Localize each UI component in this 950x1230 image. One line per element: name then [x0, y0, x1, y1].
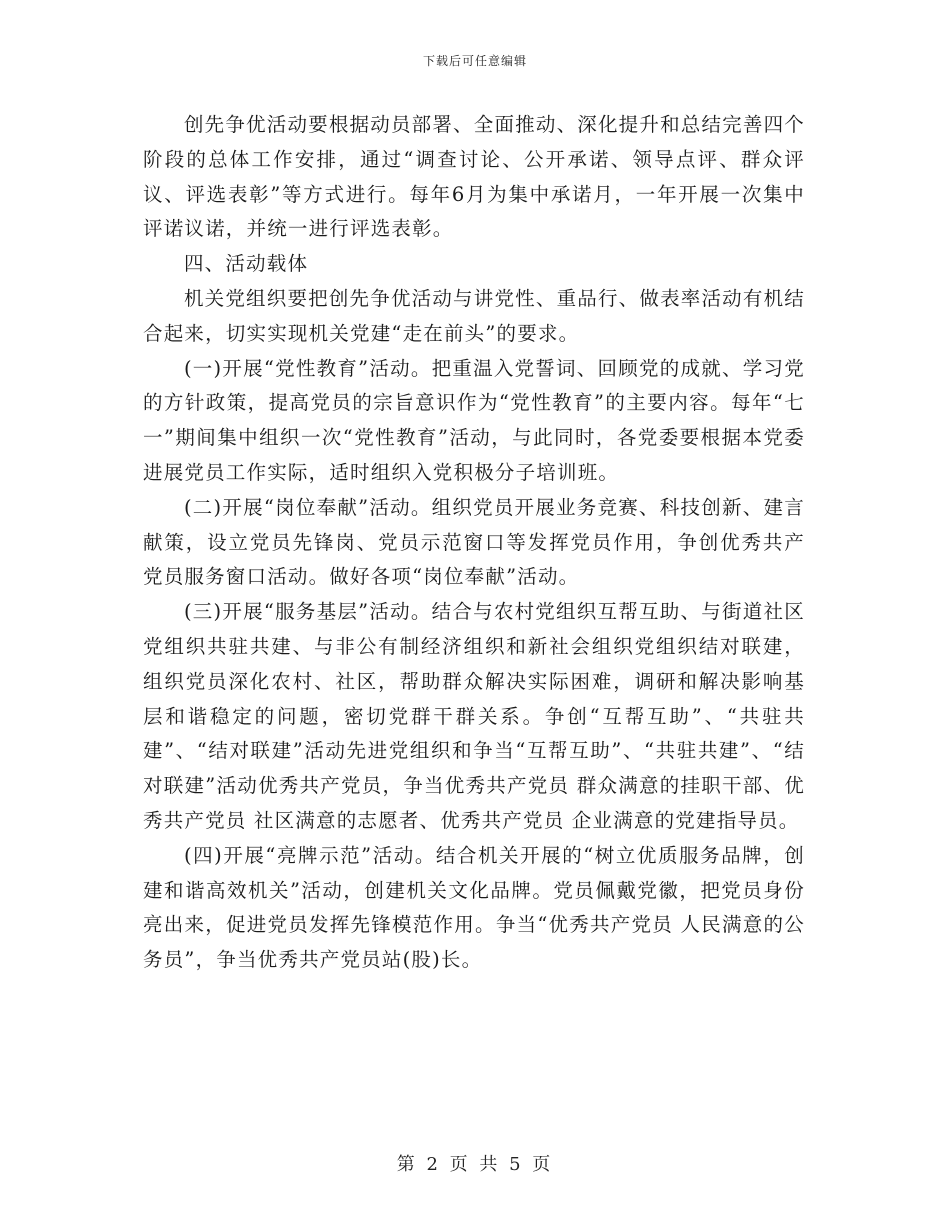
paragraph-activity-stages: 创先争优活动要根据动员部署、全面推动、深化提升和总结完善四个阶段的总体工作安排，通过“调查讨论、公开承诺、领导点评、群众评议、评选表彰”等方式进行。每年6月为集中承诺月，一年开展一次集中评诺议诺，并统一进行评选表彰。 — [143, 113, 805, 241]
page-footer: 第 2 页 共 5 页 — [396, 1154, 554, 1175]
paragraph-carrier-intro: 机关党组织要把创先争优活动与讲党性、重品行、做表率活动有机结合起来，切实实现机关党建“走在前头”的要求。 — [143, 286, 805, 345]
paragraph-badge-demonstration: (四)开展“亮牌示范”活动。结合机关开展的“树立优质服务品牌，创建和谐高效机关”活动，创建机关文化品牌。党员佩戴党徽，把党员身份亮出来，促进党员发挥先锋模范作用。争当“优秀共产党员 人民满意的公务员”，争当优秀共产党员站(股)长。 — [143, 843, 805, 972]
paragraph-serve-grassroots: (三)开展“服务基层”活动。结合与农村党组织互帮互助、与街道社区党组织共驻共建、与非公有制经济组织和新社会组织党组织结对联建，组织党员深化农村、社区，帮助群众解决实际困难，调研和解决影响基层和谐稳定的问题，密切党群干群关系。争创“互帮互助”、“共驻共建”、“结对联建”活动先进党组织和争当“互帮互助”、“共驻共建”、“结对联建”活动优秀共产党员，争当优秀共产党员 群众满意的挂职干部、优秀共产党员 社区满意的志愿者、优秀共产党员 企业满意的党建指导员。 — [143, 600, 805, 832]
page-header: 下载后可任意编辑 — [422, 54, 527, 68]
document-body — [143, 108, 805, 978]
paragraph-party-education: (一)开展“党性教育”活动。把重温入党誓词、回顾党的成就、学习党的方针政策，提高党员的宗旨意识作为“党性教育”的主要内容。每年“七一”期间集中组织一次“党性教育”活动，与此同时，各党委要根据本党委进展党员工作实际，适时组织入党积极分子培训班。 — [143, 356, 805, 484]
section-heading-activity-carrier: 四、活动载体 — [183, 252, 309, 276]
paragraph-post-dedication: (二)开展“岗位奉献”活动。组织党员开展业务竞赛、科技创新、建言献策，设立党员先锋岗、党员示范窗口等发挥党员作用，争创优秀共产党员服务窗口活动。做好各项“岗位奉献”活动。 — [143, 495, 805, 589]
